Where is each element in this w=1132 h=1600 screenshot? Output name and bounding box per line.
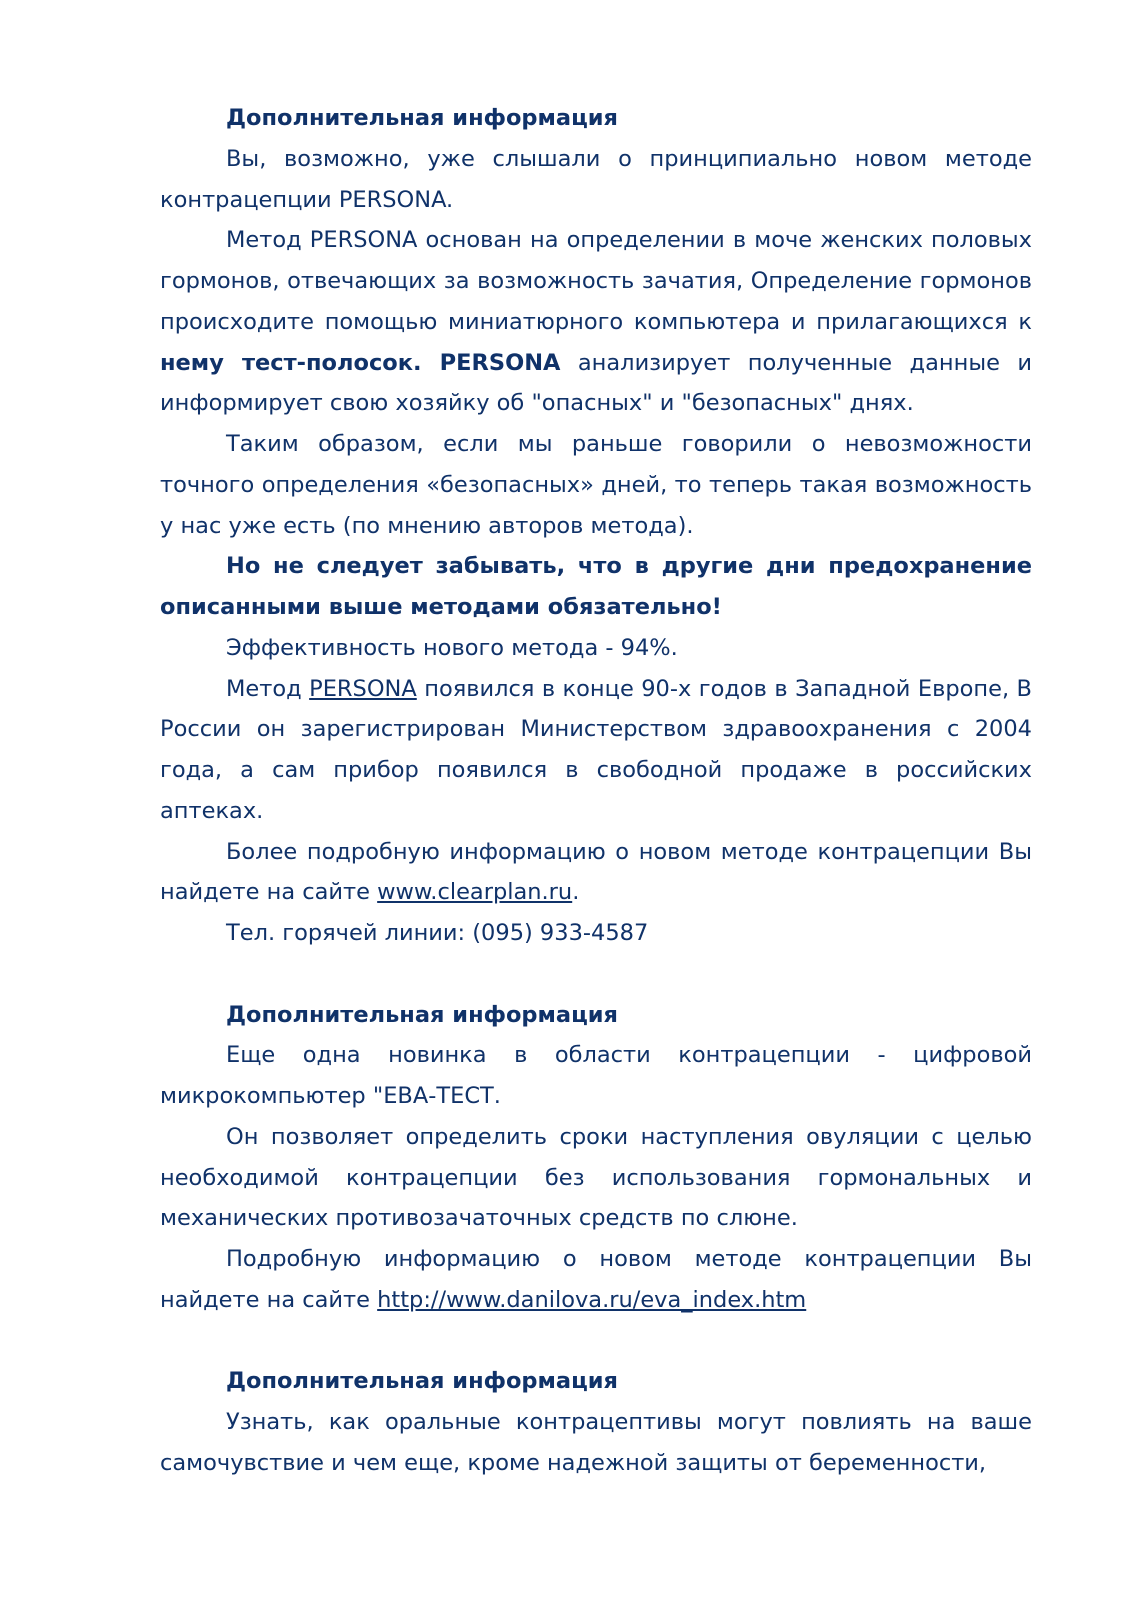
paragraph-text: Метод	[226, 675, 310, 702]
document-page	[160, 98, 1032, 1484]
paragraph: Узнать, как оральные контрацептивы могут повлиять на ваше самочувствие и чем еще, кроме надежной защиты от беременности,	[160, 1409, 1032, 1476]
paragraph: Еще одна новинка в области контрацепции - цифровой микрокомпьютер "ЕВА-ТЕСТ.	[160, 1042, 1032, 1109]
paragraph-text: появился в конце 90-х годов в Западной Европе, В России он зарегистрирован Министерством здравоохранения с 2004 года, а сам прибор появился в свободной продаже в российских аптеках.	[160, 675, 1032, 824]
warning-paragraph: Но не следует забывать, что в другие дни предохранение описанными выше методами обязательно!	[160, 553, 1032, 620]
section-heading: Дополнительная информация	[226, 1001, 618, 1028]
paragraph: Эффективность нового метода - 94%.	[226, 634, 678, 661]
section-heading: Дополнительная информация	[226, 1368, 618, 1395]
paragraph: Таким образом, если мы раньше говорили о невозможности точного определения «безопасных» дней, то теперь такая возможность у нас уже есть (по мнению авторов метода).	[160, 431, 1032, 539]
paragraph: Он позволяет определить сроки наступления овуляции с целью необходимой контрацепции без использования гормональных и механических противозачаточных средств по слюне.	[160, 1123, 1032, 1232]
section-heading: Дополнительная информация	[226, 105, 618, 131]
paragraph-text: Более подробную информацию о новом методе контрацепции Вы найдете на сайте	[160, 838, 1032, 906]
paragraph	[160, 832, 1032, 914]
persona-link[interactable]: PERSONA	[309, 675, 417, 702]
spacer	[160, 1321, 1032, 1362]
paragraph	[160, 220, 1032, 424]
paragraph-text: анализирует полученные данные и информирует свою хозяйку об "опасных" и "безопасных" днях.	[160, 349, 1032, 417]
hotline-paragraph: Тел. горячей линии: (095) 933-4587	[226, 920, 649, 946]
paragraph-text: .	[572, 879, 580, 906]
danilova-link[interactable]: http://www.danilova.ru/eva_index.htm	[377, 1286, 807, 1313]
paragraph-text: Метод PERSONA основан на определении в моче женских половых гормонов, отвечающих за возможность зачатия, Определение гормонов происходите помощью миниатюрного компьютера и прилагающихся к	[160, 227, 1032, 335]
paragraph: Вы, возможно, уже слышали о принципиально новом методе контрацепции PERSONA.	[160, 145, 1032, 213]
paragraph-bold-text: нему тест-полосок. PERSONA	[160, 349, 561, 376]
paragraph	[160, 669, 1032, 832]
paragraph-text: Подробную информацию о новом методе контрацепции Вы найдете на сайте	[160, 1246, 1032, 1313]
paragraph	[160, 1239, 1032, 1321]
spacer	[160, 954, 1032, 995]
clearplan-link[interactable]: www.clearplan.ru	[377, 879, 573, 906]
